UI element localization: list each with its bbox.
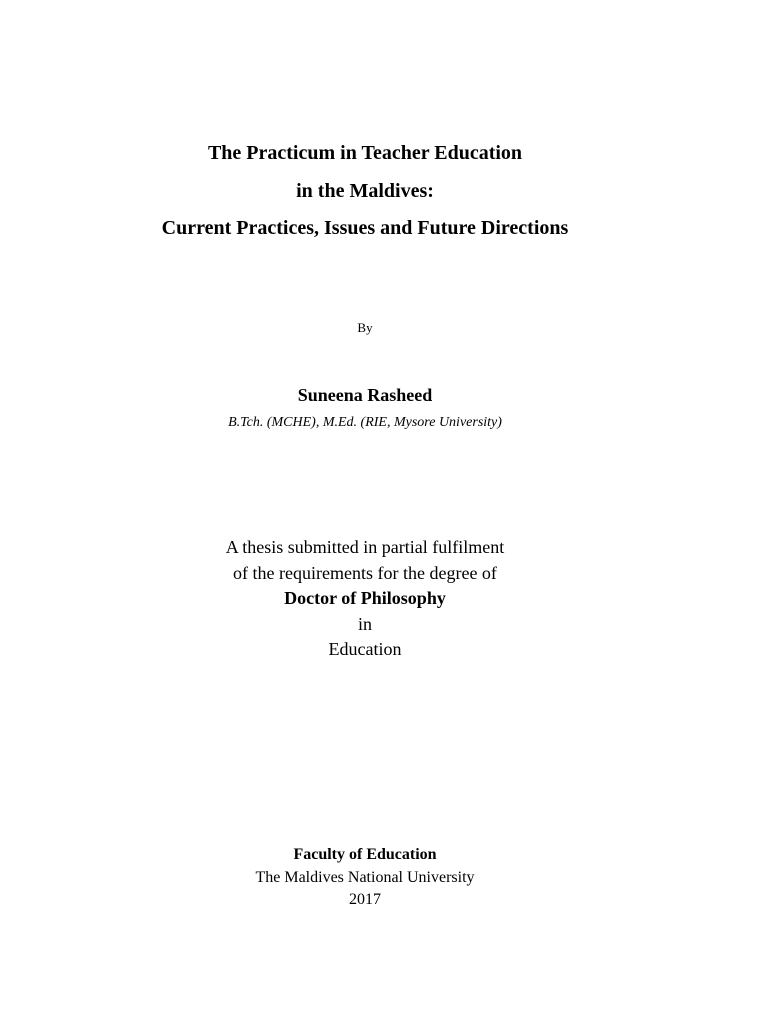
title-line-3: Current Practices, Issues and Future Directions xyxy=(161,217,569,239)
university-name: The Maldives National University xyxy=(255,869,475,886)
statement-line-1: A thesis submitted in partial fulfilment xyxy=(225,537,505,557)
statement-line-2: of the requirements for the degree of xyxy=(233,563,497,583)
author-name: Suneena Rasheed xyxy=(297,385,433,405)
title-line-2: in the Maldives: xyxy=(296,180,434,202)
submission-year: 2017 xyxy=(349,891,381,908)
field-name: Education xyxy=(328,639,402,659)
degree-name: Doctor of Philosophy xyxy=(284,588,446,608)
in-label: in xyxy=(357,614,372,634)
faculty-name: Faculty of Education xyxy=(293,846,437,863)
title-line-1: The Practicum in Teacher Education xyxy=(207,142,523,164)
author-credentials: B.Tch. (MCHE), M.Ed. (RIE, Mysore University) xyxy=(228,415,502,430)
by-label: By xyxy=(357,320,373,335)
